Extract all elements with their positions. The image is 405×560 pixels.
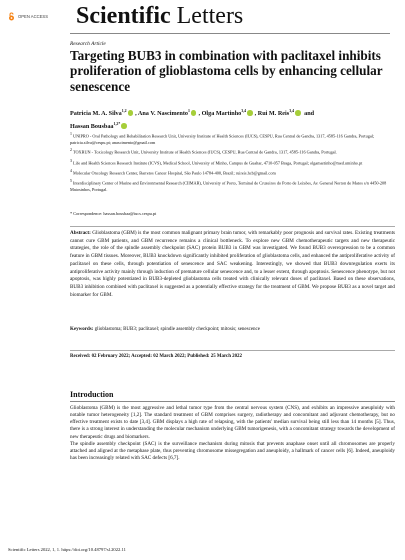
keywords-label: Keywords: [70,327,94,332]
author-name: Ana V. Nascimento [137,110,189,118]
journal-title-bold: Scientific [76,3,171,29]
abstract [70,230,395,299]
author-affil-sup: 1,2 [121,109,127,113]
author-name: Rui M. Reis [257,110,290,118]
article-dates: Received: 02 February 2022; Accepted: 02 March 2022; Published: 25 March 2022 [70,354,242,359]
open-access-badge [8,12,48,21]
keywords-text: glioblastoma; BUB3; paclitaxel; spindle assembly checkpoint; mitosis; senescence [93,327,260,332]
orcid-icon[interactable] [128,110,134,116]
article-type: Research Article [70,41,106,47]
affiliation-text: Molecular Oncology Research Center, Barretos Cancer Hospital, São Paulo 14784-400, Brazil; ruireis.hcb@gmail.com [73,170,276,176]
author-list [70,106,390,132]
affiliations [70,131,392,194]
correspondence: * Correspondence: hassan.bousbaa@iucs.cespu.pt [70,211,157,216]
abstract-text: Glioblastoma (GBM) is the most common malignant primary brain tumor, with remarkably poor prognosis and survival rates. Existing treatments cannot cure GBM patients, and GBM recurrence remains a clinical bottleneck. To explore new GBM chemotherapeutic targets and new therapeutic strategies, the role of the spindle assembly checkpoint (SAC) protein BUB3 in GBM was investigated. We found BUB3 overexpression to be a common feature in GBM tissues. Moreover, BUB3 knockdown significantly inhibited proliferation of glioblastoma cells, and enhanced the antiproliferative activity of paclitaxel on these cells, through potentiation of senescence and SAC weakening. Interestingly, we showed that BUB3 downregulation exerts its antiproliferative activity mainly through induction of premature cellular senescence and, to a lesser extent, through apoptosis. Senescence phenotype, but not apoptosis, was highly potentiated in BUB3-depleted glioblastoma cells treated with clinically relevant doses of paclitaxel. Based on these observations, BUB3 inhibition combined with paclitaxel is suggested as a potentially effective strategy for the treatment of GBM. We propose BUB3 as a novel target and biomarker for GBM. [70,230,395,298]
journal-title-rest: Letters [176,3,244,29]
intro-paragraph: The spindle assembly checkpoint (SAC) is the surveillance mechanism during mitosis that prevents anaphase onset until all chromosomes are properly attached and aligned at the metaphase plate, thus preventing chromosome missegregation and aneuploidy, a hallmark of cancer cells [6]. Indeed, aneuploidy has been increasingly related with SAC defects [6,7]. [70,440,395,462]
affiliation-text: UNIPRO - Oral Pathology and Rehabilitation Research Unit, University Institute of Health Sciences (IUCS), CESPU, Rua Central de Gandra, 1317, 4585-116 Gandra, Portugal; patricia.silva@cespu.pt; anascimento@gmail.com [70,133,375,145]
affiliation-item [70,158,392,167]
article-title: Targeting BUB3 in combination with paclitaxel inhibits proliferation of glioblastoma cells by enhancing cellular senescence [70,48,383,94]
open-access-lock-icon [8,12,15,21]
author-name: Hassan Bousbaa [70,123,114,131]
author-name: Olga Martinho [201,110,242,118]
affiliation-number: 2 [70,148,72,153]
introduction-body [70,405,395,462]
affiliation-item [70,168,392,177]
orcid-icon[interactable] [247,110,253,116]
affiliation-item [70,178,392,193]
author-affil-sup: 1 [188,109,190,113]
open-access-label: OPEN ACCESS [18,14,49,19]
affiliation-text: Life and Health Sciences Research Institute (ICVS), Medical School, University of Minho, Campus de Gualtar, 4710-057 Braga, Portugal; olgamartinho@med.uminho.pt [73,160,363,166]
section-rule [70,401,395,402]
author-affil-sup: 3,4 [241,109,247,113]
affiliation-item [70,131,392,146]
affiliation-number: 4 [70,168,72,173]
author-separator: , [254,110,258,118]
author-affil-sup: 3,4 [289,109,295,113]
author-affil-sup: 1,2* [113,122,121,127]
section-heading: Introduction [70,390,114,399]
orcid-icon[interactable] [191,110,197,116]
affiliation-text: Interdisciplinary Center of Marine and Environmental Research (CIIMAR), University of Porto, Terminal de Cruzeiros do Porto de Leixões, Av. General Norton de Matos s/n 4450-208 Matosinhos, Portugal. [70,180,387,192]
orcid-icon[interactable] [295,110,301,116]
journal-title [76,3,243,30]
affiliation-item [70,147,392,156]
affiliation-number: 1 [70,132,72,136]
keywords [70,327,395,332]
author-separator: and [302,110,315,118]
author-name: Patricia M. A. Silva [70,110,122,118]
orcid-icon[interactable] [121,123,127,129]
author-separator: , [135,110,138,118]
affiliation-number: 5 [70,179,72,184]
affiliation-number: 3 [70,158,72,163]
header-rule [70,33,390,34]
affiliation-text: TOXRUN - Toxicology Research Unit, University Institute of Health Sciences (IUCS), CESPU, Rua Central de Gandra, 1317, 4585-116 Gandra, Portugal. [72,149,337,155]
abstract-label: Abstract: [70,230,91,236]
intro-paragraph: Glioblastoma (GBM) is the most aggressive and lethal tumor type from the central nervous system (CNS), and exhibits an impressive aneuploidy with notable tumor heterogeneity [1,2]. The standard treatment of GBM comprises surgery, radiotherapy and concomitant and adjuvant chemotherapy, but no effective treatment exists to date [3,4]. GBM displays a high rate of relapsing, with the patients' median survival being still less than 14 months [5]. Thus, there is a strong interest in understanding the molecular mechanism underlying GBM tumorigenesis, with a concomitant strategy towards the development of new therapeutic drugs and biomarkers. [70,405,395,440]
author-separator: , [198,110,202,118]
page-footer: Scientific Letters 2022, 1, 1. https://doi.org/10.48797/sl.2022.11 [8,547,126,552]
